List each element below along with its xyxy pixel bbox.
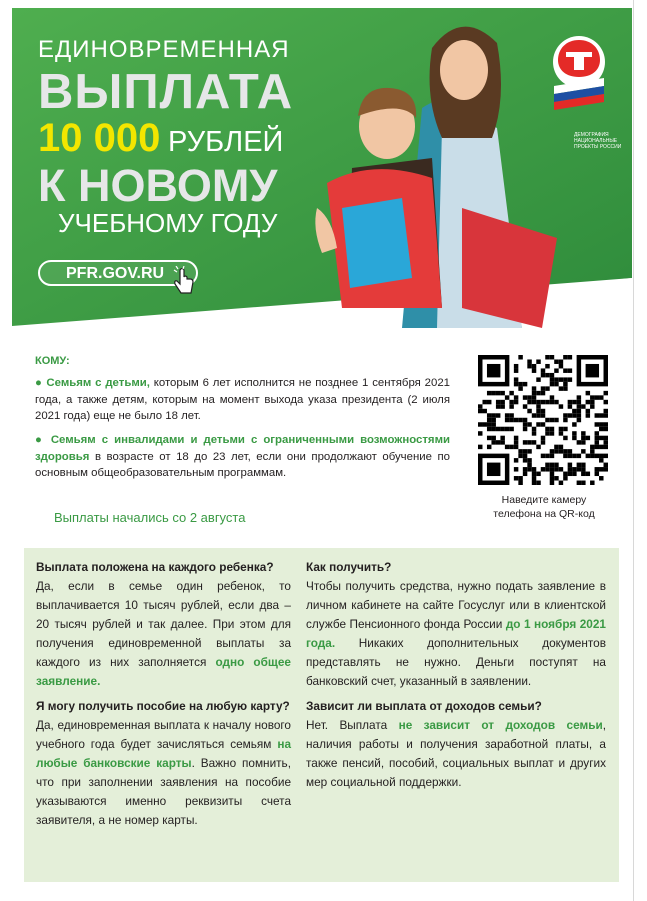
- title-line-4: К НОВОМУ: [38, 160, 278, 211]
- title-line-2: ВЫПЛАТА: [38, 65, 294, 119]
- hero-banner: [12, 8, 632, 330]
- title-line-1: ЕДИНОВРЕМЕННАЯ: [38, 36, 290, 63]
- national-projects-badge: ДЕМОГРАФИЯ НАЦИОНАЛЬНЫЕ ПРОЕКТЫ РОССИИ: [574, 132, 622, 150]
- faq-question-1: Выплата положена на каждого ребенка?: [36, 560, 274, 574]
- faq-answer-1: [36, 577, 291, 691]
- faq-answer-4-text1: Нет. Выплата: [306, 718, 399, 732]
- faq-column-left: [36, 558, 291, 836]
- faq-answer-3-text1: Чтобы получить средства, нужно подать заявление в личном кабинете на сайте Госуслуг или в клиентской службе Пенсионного фонда России: [306, 579, 606, 631]
- faq-question-4: Зависит ли выплата от доходов семьи?: [306, 699, 542, 713]
- faq-answer-3: [306, 577, 606, 691]
- eligibility-2-text: в возрасте от 18 до 23 лет, если они продолжают обучение по основным общеобразовательным программам.: [35, 450, 450, 479]
- faq-column-right: [306, 558, 606, 798]
- faq-answer-2-text1: Да, единовременная выплата к началу нового учебного года будет зачисляться семьям: [36, 718, 291, 751]
- eligibility-item-1: [35, 375, 450, 425]
- eligibility-2-bold: Семьям с инвалидами и детьми с ограниченными возможностями здоровья: [35, 434, 451, 463]
- faq-answer-1-text: Да, если в семье один ребенок, то выплачивается 10 тысяч рублей, если два – 20 тысяч рублей и так далее. При этом для получения единовременной выплаты за каждого из них заполняется: [36, 579, 291, 669]
- payments-started: Выплаты начались со 2 августа: [54, 510, 246, 525]
- faq-answer-3-bold: до 1 ноября 2021 года.: [306, 617, 606, 650]
- faq-panel: [24, 548, 619, 882]
- currency: РУБЛЕЙ: [168, 126, 284, 158]
- faq-answer-4-bold: не зависит от доходов семьи: [398, 718, 603, 732]
- faq-answer-4: [306, 716, 606, 792]
- qr-caption: [472, 493, 616, 521]
- eligibility-1-bold: Семьям с детьми,: [46, 377, 150, 389]
- faq-answer-2-text2: . Важно помнить, что при заполнении заявления на пособие указываются именно реквизиты счета заявителя, а не номер карты.: [36, 756, 291, 827]
- qr-caption-line-2: телефона на QR-код: [493, 508, 595, 520]
- bullet-icon: ●: [35, 434, 45, 446]
- page-edge: [633, 0, 634, 901]
- website-url: PFR.GOV.RU: [66, 265, 165, 282]
- title-line-5: УЧЕБНОМУ ГОДУ: [58, 208, 278, 238]
- faq-answer-3-text2: Никаких дополнительных документов представлять не нужно. Деньги поступят на банковский счет, указанный в заявлении.: [306, 636, 606, 688]
- faq-question-2: Я могу получить пособие на любую карту?: [36, 699, 290, 713]
- faq-answer-1-bold: одно общее заявление.: [36, 655, 291, 688]
- faq-answer-2-bold: на любые банковские карты: [36, 737, 291, 770]
- faq-answer-4-text2: , наличия работы и получения заработной платы, а также пенсий, пособий, социальных выплат и других мер социальной поддержки.: [306, 718, 606, 789]
- qr-caption-line-1: Наведите камеру: [501, 494, 587, 506]
- qr-code[interactable]: [478, 355, 608, 485]
- faq-answer-2: [36, 716, 291, 830]
- pfr-logo: [546, 34, 612, 110]
- eligibility-item-2: [35, 432, 450, 482]
- faq-question-3: Как получить?: [306, 560, 392, 574]
- eligibility-1-text: которым 6 лет исполнится не позднее 1 сентября 2021 года, а также детям, которым на момент выхода указа президента (2 июля 2021 года) еще не было 18 лет.: [35, 377, 450, 422]
- bullet-icon: ●: [35, 377, 43, 389]
- hand-cursor-icon: [172, 266, 196, 296]
- who-heading: КОМУ:: [35, 355, 70, 367]
- amount: 10 000: [38, 116, 161, 160]
